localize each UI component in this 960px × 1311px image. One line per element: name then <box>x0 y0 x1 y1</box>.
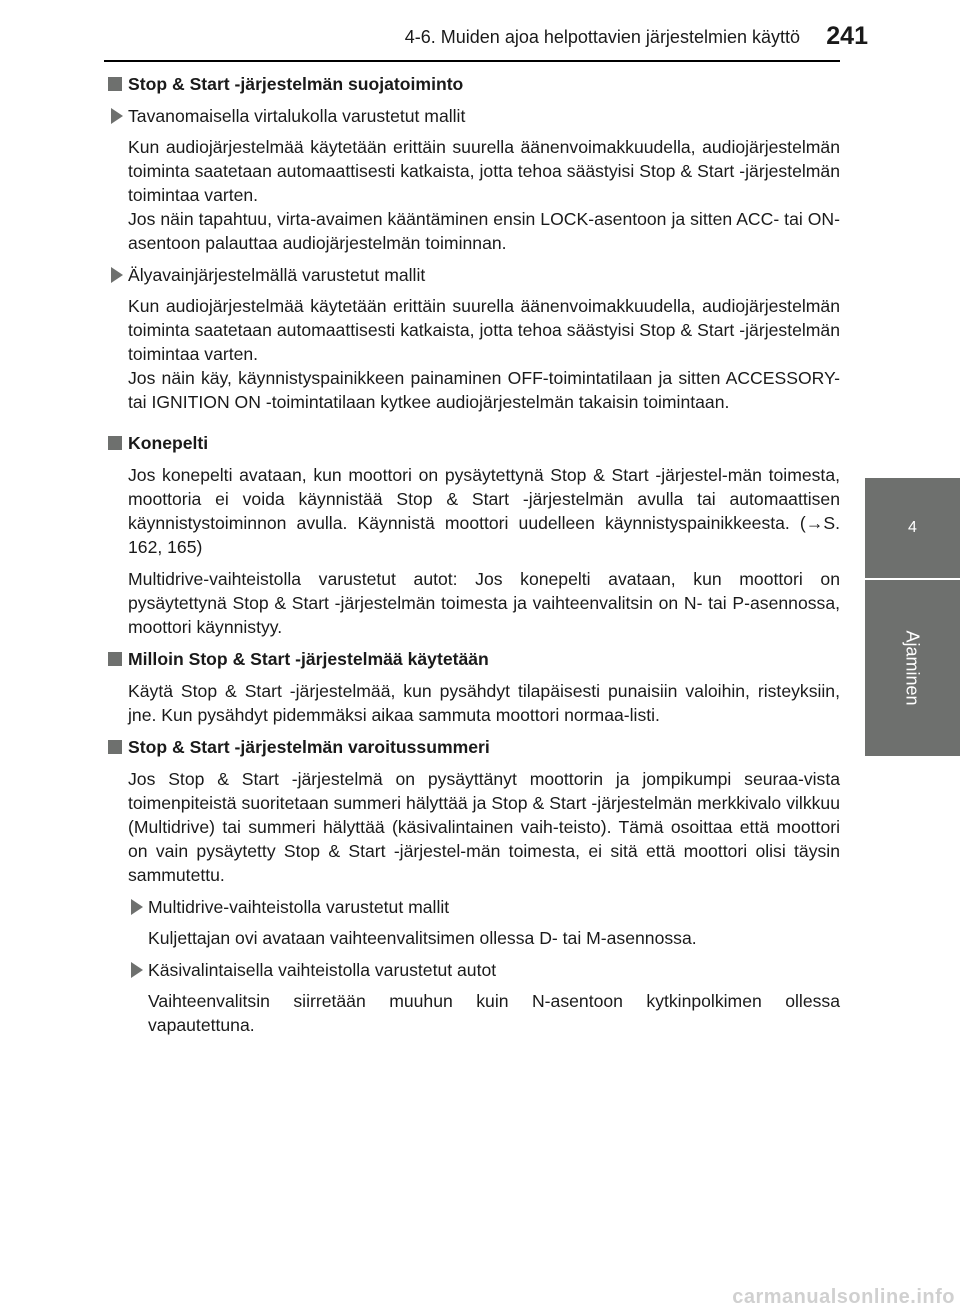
header-divider <box>104 60 840 62</box>
triangle-bullet-icon <box>111 108 123 124</box>
section-heading <box>108 431 840 455</box>
chapter-title: Ajaminen <box>902 630 923 706</box>
paragraph <box>108 463 840 559</box>
chapter-title-tab <box>865 580 960 756</box>
subsection-title <box>108 104 840 128</box>
paragraph-line: Jos näin tapahtuu, virta-avaimen kääntäminen ensin LOCK-asentoon ja sitten ACC- tai ON-asentoon palauttaa audiojärjestelmän toiminnan. <box>128 209 840 253</box>
square-bullet-icon <box>108 740 122 754</box>
watermark: carmanualsonline.info <box>732 1286 955 1308</box>
page-header <box>0 0 960 60</box>
paragraph <box>108 294 840 414</box>
page-number: 241 <box>826 22 868 50</box>
subsection-title <box>108 263 840 287</box>
paragraph <box>108 567 840 639</box>
section-heading <box>108 72 840 96</box>
paragraph-line: Kun audiojärjestelmää käytetään erittäin suurella äänenvoimakkuudella, audiojärjestelmän toiminta saatetaan automaattisesti katkaista, jotta tehoa säästyisi Stop & Start -järjestelmän toimintaa varten. <box>128 137 840 205</box>
subsection-text: Älyavainjärjestelmällä varustetut mallit <box>128 265 426 285</box>
section-title: 4-6. Muiden ajoa helpottavien järjestelmien käyttö <box>404 27 800 47</box>
subsection-text: Multidrive-vaihteistolla varustetut mallit <box>148 897 450 917</box>
paragraph-line: Käytä Stop & Start -järjestelmää, kun pysähdyt tilapäisesti punaisiin valoihin, risteyksiin, jne. Kun pysähdyt pidemmäksi aikaa sammuta moottori normaa-listi. <box>128 681 840 725</box>
chapter-number-tab: 4 <box>865 478 960 578</box>
paragraph-line: Multidrive-vaihteistolla varustetut autot: Jos konepelti avataan, kun moottori on pysäytettynä Stop & Start -järjestelmän toimesta ja vaihteenvalitsin on N- tai P-asennossa, moottori käynnistyy. <box>128 569 840 637</box>
paragraph-line: Kuljettajan ovi avataan vaihteenvalitsimen ollessa D- tai M-asennossa. <box>148 928 697 948</box>
paragraph <box>128 989 840 1037</box>
paragraph-line: Vaihteenvalitsin siirretään muuhun kuin N-asentoon kytkinpolkimen ollessa vapautettuna. <box>148 991 840 1035</box>
square-bullet-icon <box>108 77 122 91</box>
subsection-text: Käsivalintaisella vaihteistolla varustetut autot <box>148 960 497 980</box>
section-heading <box>108 647 840 671</box>
paragraph <box>108 135 840 255</box>
subsection-text: Tavanomaisella virtalukolla varustetut mallit <box>128 106 466 126</box>
section-heading <box>108 735 840 759</box>
paragraph-line: Jos näin käy, käynnistyspainikkeen painaminen OFF-toimintatilaan ja sitten ACCESSORY- tai IGNITION ON -toimintatilaan kytkee audiojärjestelmän takaisin toimintaan. <box>128 368 840 412</box>
triangle-bullet-icon <box>131 962 143 978</box>
square-bullet-icon <box>108 652 122 666</box>
paragraph-line: Jos konepelti avataan, kun moottori on pysäytettynä Stop & Start -järjestel-män toimesta, moottoria ei voida käynnistää Stop & Start -järjestelmän avulla tai automaattisen käynnistystoiminnon avulla. Käynnistä moottori uudelleen käynnistyspainikkeesta. (→S. 162, 165) <box>128 465 840 557</box>
paragraph <box>108 767 840 887</box>
paragraph <box>108 679 840 727</box>
heading-text: Konepelti <box>128 433 209 453</box>
heading-text: Stop & Start -järjestelmän varoitussummeri <box>128 737 490 757</box>
heading-text: Milloin Stop & Start -järjestelmää käytetään <box>128 649 489 669</box>
paragraph-line: Jos Stop & Start -järjestelmä on pysäyttänyt moottorin ja jompikumpi seuraa-vista toimenpiteistä suoritetaan summeri hälyttää ja Stop & Start -järjestelmän merkkivalo vilkkuu (Multidrive) tai summeri hälyttää (käsivalintainen vaih-teisto). Tämä osoittaa että moottori on vain pysäytetty Stop & Start -järjestel-män toimesta, ei sitä että moottori olisi täysin sammutettu. <box>128 769 840 885</box>
square-bullet-icon <box>108 436 122 450</box>
triangle-bullet-icon <box>131 899 143 915</box>
subsection-title <box>128 895 840 919</box>
page-content <box>108 72 840 1045</box>
paragraph-line: Kun audiojärjestelmää käytetään erittäin suurella äänenvoimakkuudella, audiojärjestelmän toiminta saatetaan automaattisesti katkaista, jotta tehoa säästyisi Stop & Start -järjestelmän toimintaa varten. <box>128 296 840 364</box>
triangle-bullet-icon <box>111 267 123 283</box>
paragraph <box>128 926 840 950</box>
heading-text: Stop & Start -järjestelmän suojatoiminto <box>128 74 464 94</box>
subsection-title <box>128 958 840 982</box>
